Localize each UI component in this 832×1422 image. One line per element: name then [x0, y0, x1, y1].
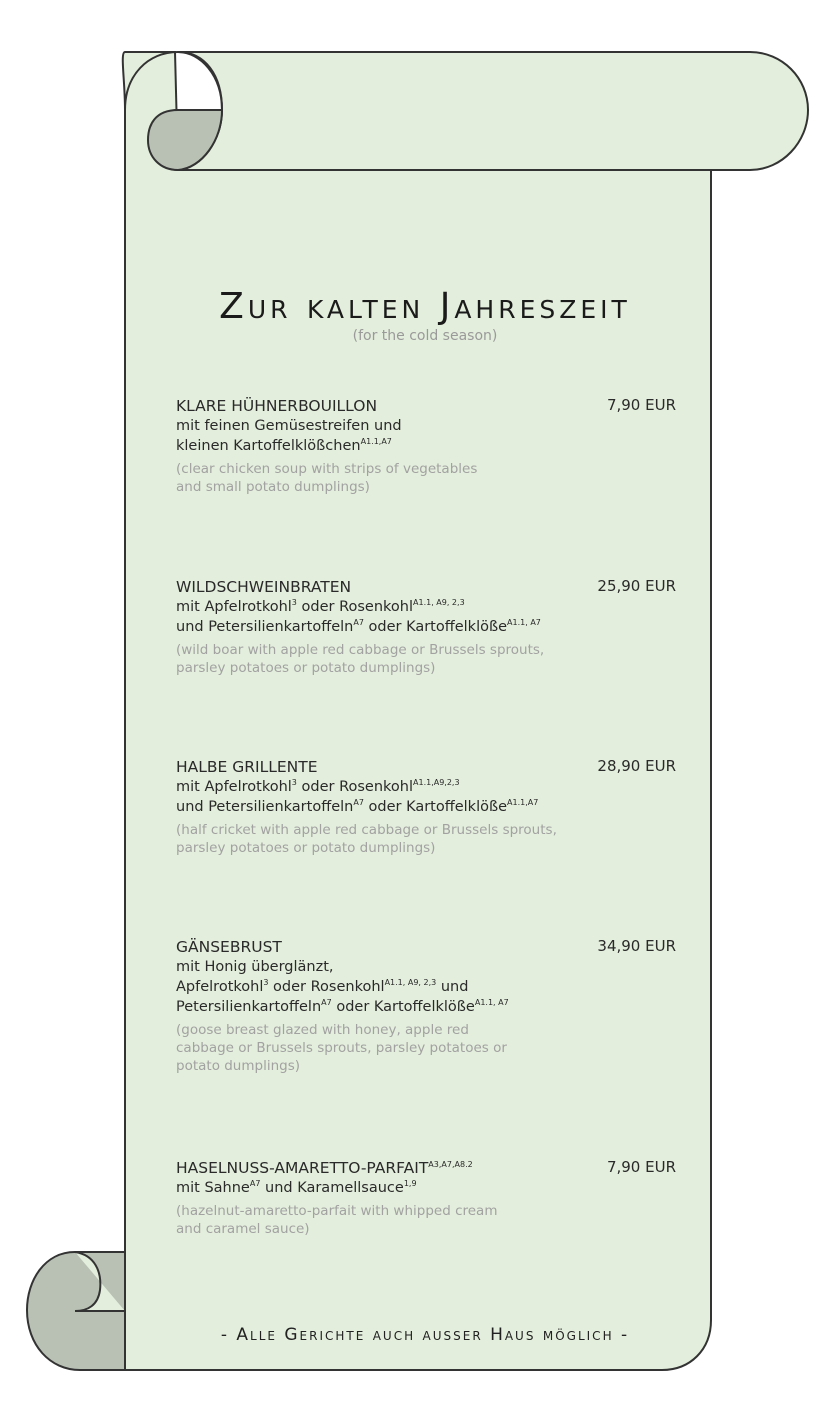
dish-price: 28,90 EUR: [597, 757, 676, 775]
dish-english: (wild boar with apple red cabbage or Brussels sprouts, parsley potatoes or potato dumplings): [176, 642, 545, 676]
dish-description: mit Honig überglänzt, Apfelrotkohl$^3$ oder Rosenkohl$^{A1.1, A9, 2,3}$ und Petersilienkartoffeln$^{A7}$ oder Kartoffelklöße$^{A1.1, A7}$: [176, 959, 509, 1015]
dish-name: KLARE HÜHNERBOUILLON: [176, 397, 378, 415]
dish-description: mit Sahne$^{A7}$ und Karamellsauce$^{1,9}$: [176, 1179, 417, 1196]
dish-price: 34,90 EUR: [597, 937, 676, 955]
allergen-note: A3,A7,A8.2: [428, 1160, 473, 1169]
menu-item: [176, 396, 676, 496]
dish-english: (clear chicken soup with strips of vegetables and small potato dumplings): [176, 461, 478, 495]
dish-description: mit Apfelrotkohl$^3$ oder Rosenkohl$^{A1.1, A9, 2,3}$ und Petersilienkartoffeln$^{A7}$ oder Kartoffelklöße$^{A1.1, A7}$: [176, 598, 541, 635]
menu-item: [176, 937, 676, 1075]
footer-note: - Alle Gerichte auch ausser Haus möglich -: [220, 1325, 630, 1345]
menu-item: [176, 577, 676, 677]
menu-subtitle: (for the cold season): [352, 328, 498, 344]
allergen-note: A1.1,A7: [360, 437, 392, 446]
dish-description: mit Apfelrotkohl$^3$ oder Rosenkohl$^{A1.1,A9,2,3}$ und Petersilienkartoffeln$^{A7}$ oder Kartoffelklöße$^{A1.1,A7}$: [176, 778, 539, 815]
dish-name: HASELNUSS-$AMARETTO-PARFAIT^{A3,A7,A8.2}$: [176, 1159, 473, 1177]
dish-price: 7,90 EUR: [606, 396, 676, 414]
dish-price: 7,90 EUR: [606, 1158, 676, 1176]
dish-name: HALBE GRILLENTE: [176, 758, 318, 776]
menu-title: Zur kalten Jahreszeit: [219, 286, 631, 327]
scroll-top-roll: [156, 52, 808, 170]
menu-item: [176, 757, 676, 857]
dish-price: 25,90 EUR: [597, 577, 676, 595]
dish-name: GÄNSEBRUST: [176, 938, 282, 956]
dish-english: (hazelnut-amaretto-parfait with whipped cream and caramel sauce): [176, 1203, 498, 1237]
dish-name: WILDSCHWEINBRATEN: [176, 578, 352, 596]
menu-item: [176, 1158, 676, 1238]
dish-english: (half cricket with apple red cabbage or Brussels sprouts, parsley potatoes or potato dumplings): [176, 822, 557, 856]
dish-description: mit feinen Gemüsestreifen und kleinen Kartoffelklößchen$^{A1.1,A7}$: [176, 418, 402, 454]
dish-english: (goose breast glazed with honey, apple red cabbage or Brussels sprouts, parsley potatoes or potato dumplings): [176, 1022, 507, 1074]
